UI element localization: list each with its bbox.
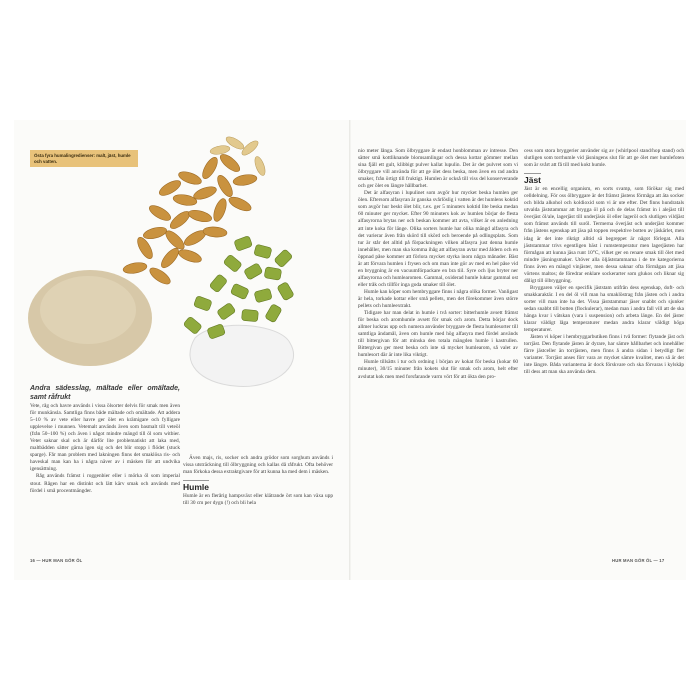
- left-page-folio: 16 — HUR MAN GÖR ÖL: [30, 558, 83, 563]
- photo-caption: Östa fyra humalingredienser: malt, jäst, humle och vatten.: [30, 150, 138, 167]
- paragraph: Jäst är en encellig organism, en sorts svamp, som förökar sig med celldelning. För oss ölbryggare är det främst jästens förmåga att äta socker och bilda alkohol och koldioxid som vi är ute efter. Det finns hundratals utvalda jäststammar att brygga öl på och de delas främst in i alejäst till överjäst öl/ale, lagerjäst till underjäsis öl eller lageröl och slutligen vildjäst som främst används till suröl. Termerna överjäst och underjäst kommer från jästens egenskap att jäsa på toppen respektive botten av jäskärlet, men idag är det inte riktigt alltid så begreppet är något förlegat. Alla jäststammar trivs egentligen bäst i rumstemperatur men lagerjästen har förmågan att kunna jäsa runt 10°C, vilket ger en renare smak till ölet med mindre jäsningsmaker. Utöver alla öljäststammarna i de tre kategorierna finns även en mängd vinjäster, men dessa saknar ofta förmågan att jäsa vörtens maltos; de föredrar enklare sockerarter som glukos och liknar sig dåligt till ölbryggning.: [524, 186, 684, 284]
- paragraph: Humle tillsätts i tur och ordning i början av kokat för beska (kokar 60 minuter), 30/15 minuter från kokets slut för smak och arom, helt efter avslutat kok men med forsfarande varm vört för att ökta den pro-: [358, 359, 518, 380]
- right-column-1: [358, 148, 518, 381]
- water-splash: [190, 325, 294, 386]
- hop-pellets: [183, 236, 294, 340]
- humle-heading: Humle: [183, 482, 209, 493]
- paragraph: Även majs, ris, socker och andra grödor som sorghum används i vissa utsträckning till ölbryggning och kallas då råfrukt. Ofta behöver man förkoka dessa extraktgivare för att kunna ha med dem i mäsken.: [183, 455, 333, 476]
- left-column-2: [183, 455, 333, 507]
- left-subcaption: Andra sädesslag, mältade eller omältade, samt råfrukt: [30, 385, 180, 401]
- paragraph: Humle är en flerårig hampsväxt eller klätrande ört som kan växa upp till 30 cm per dygn (!) och bli hela: [183, 493, 333, 507]
- paragraph: Vete, råg och havre används i vissa ölsorter delvis för smak men även för munkänsla. Samtliga finns både mältade och omältade. Att addera 5–10 % av vete eller havre ger ölet en krämigare och fylligare upplevelse i munnen. Vetemalt används även som basmalt till veteöl (från 50–100 %) och även i något mindre mängd till öl som witbier. Vetet saknar skal och är därför lite problematiskt att laka med, maltbädden sätter gärna igen sig och det blir stopp i flödet (stuck sparge). Får man problem med lakningen finns det smaklösa ris- och haveskal man kan ha i några näver av i mäsken för att undvika igensättning.: [30, 403, 180, 473]
- jast-heading: Jäst: [524, 175, 542, 186]
- paragraph: Det är alfasyran i lupulinet som avgör hur mycket beska humlen ger ölen. Eftersom alfasyran är ganska svårlöslig i vatten är det humlens koktid som avgör hur beskt ölet blir, t.ex. ger 5 minuters koktid lite beska medan 60 minuter ger mycket. Efter 90 minuters kok av humlen börjar de flesta alfasyrorna brytas ner och beskan kommer att avta, vilket är en anledning att inte koka för länge. Olika sorters humle har olika mängd alfasyra och det varierar även från skörd till skörd och beroende på odlingsplats. Som tur är står det alltid på förpackningen vilken alfasyra just denna humle innehåller, men man ska komma ihåg att alfasyran avtar med åldern och en öppnad påse kommer att förlora mycket styrka inom några månader. Bäst är att förvara humlen i frysen och om man inte gör av med en hel påse vid en bryggning är en vacuumförpackare en bra tiil. Syre och ljus bryter ner alfasyrorna och humlearomen. Gammal, oxiderad humle luktar gammal ost eller tråk och tillför inga goda smaker till ölet.: [358, 190, 518, 288]
- paragraph: cess som stora bryggerier använder sig av (whirlpool stand/hop stand) och slutligen som torrhumle vid jäsningens slut för att ge ölet mer humlefoten som är svårt att få till med kokt humle.: [524, 148, 684, 169]
- paragraph: Jästen vi köper i hembryggarbutiken finns i två former: flytande jäst och torrjäst. Den flytande jästen är dyrare, har sämre hållbarhet och innehåller färre jästceller än torrjästen, men finns å andra sidan i betydligt fler varianter. Torrjäst anses förr vara av mycket sämre kvalitet, men så är det inte längre. Båda varianterna är dock förskvare och ska förvaras i kylskåp till dess att man ska använda dem.: [524, 334, 684, 376]
- ingredients-photo: [20, 128, 350, 398]
- right-column-2: [524, 148, 684, 376]
- right-page-folio: HUR MAN GÖR ÖL — 17: [612, 558, 665, 563]
- paragraph: nio meter långa. Som ölbryggare är endast honblomman av intresse. Den sätter små kottliknande blomsamlingar och dessa kottar gömmer mellan sina fjäll ett gult, klibbigt pulver kallat lupulin. Det är det pulvret som vi ölbryggare vill använda för att ge ölet dess beska, men även en rad andra smaker, från örtigt till fruktigt. Humlen är också till viss del konserverande och ger ölet en längre hållbarhet.: [358, 148, 518, 190]
- paragraph: Humle kan köper som hembryggare finns i några olika former. Vanligast är hela, torkade kottar eller små pellets, men det förekommer även större pellets och humleextrakt.: [358, 288, 518, 310]
- paragraph: Råg används främst i roggenbier eller i mörka öl som imperial stout. Rågen har en distinkt och lätt kärv smak och används med fördel i små procentmängder.: [30, 473, 180, 494]
- paragraph: Tidigare har man delat in humle i två sorter: bitterhumle avsett främst för beska och aromhumle avsett för smak och arom. Detta börjar dock allmer luckras upp och numera använder bryggare de flesta humlesorter till samtliga ändamål, även om humle med hög alfasyra med fördel används till bittergivan för att minska den totala mängden humle i kastrullen. Bittergivan ger mest beska och inte så mycket humlearom, så valet av humlesort där är inte lika viktigt.: [358, 310, 518, 359]
- left-column-1: [30, 385, 180, 495]
- paragraph: Bryggaren väljer en specifik jäststam utifrån dess egenskap, doft- och smakkaraktär. I en del öl vill man ha smaklöstrag från jästen och i andra sorter vill man inte ha det. Vissa jäststammar jäser snabbt och sjunker sedan snabbt till botten (flockulerar), medan man i andra fall vill att de ska hänga kvar i vätskan (vara i suspension) och arbeta länge. En del jäster klarar väldigt låga temperaturer medan andra klarar väldigt höga temperaturer.: [524, 284, 684, 334]
